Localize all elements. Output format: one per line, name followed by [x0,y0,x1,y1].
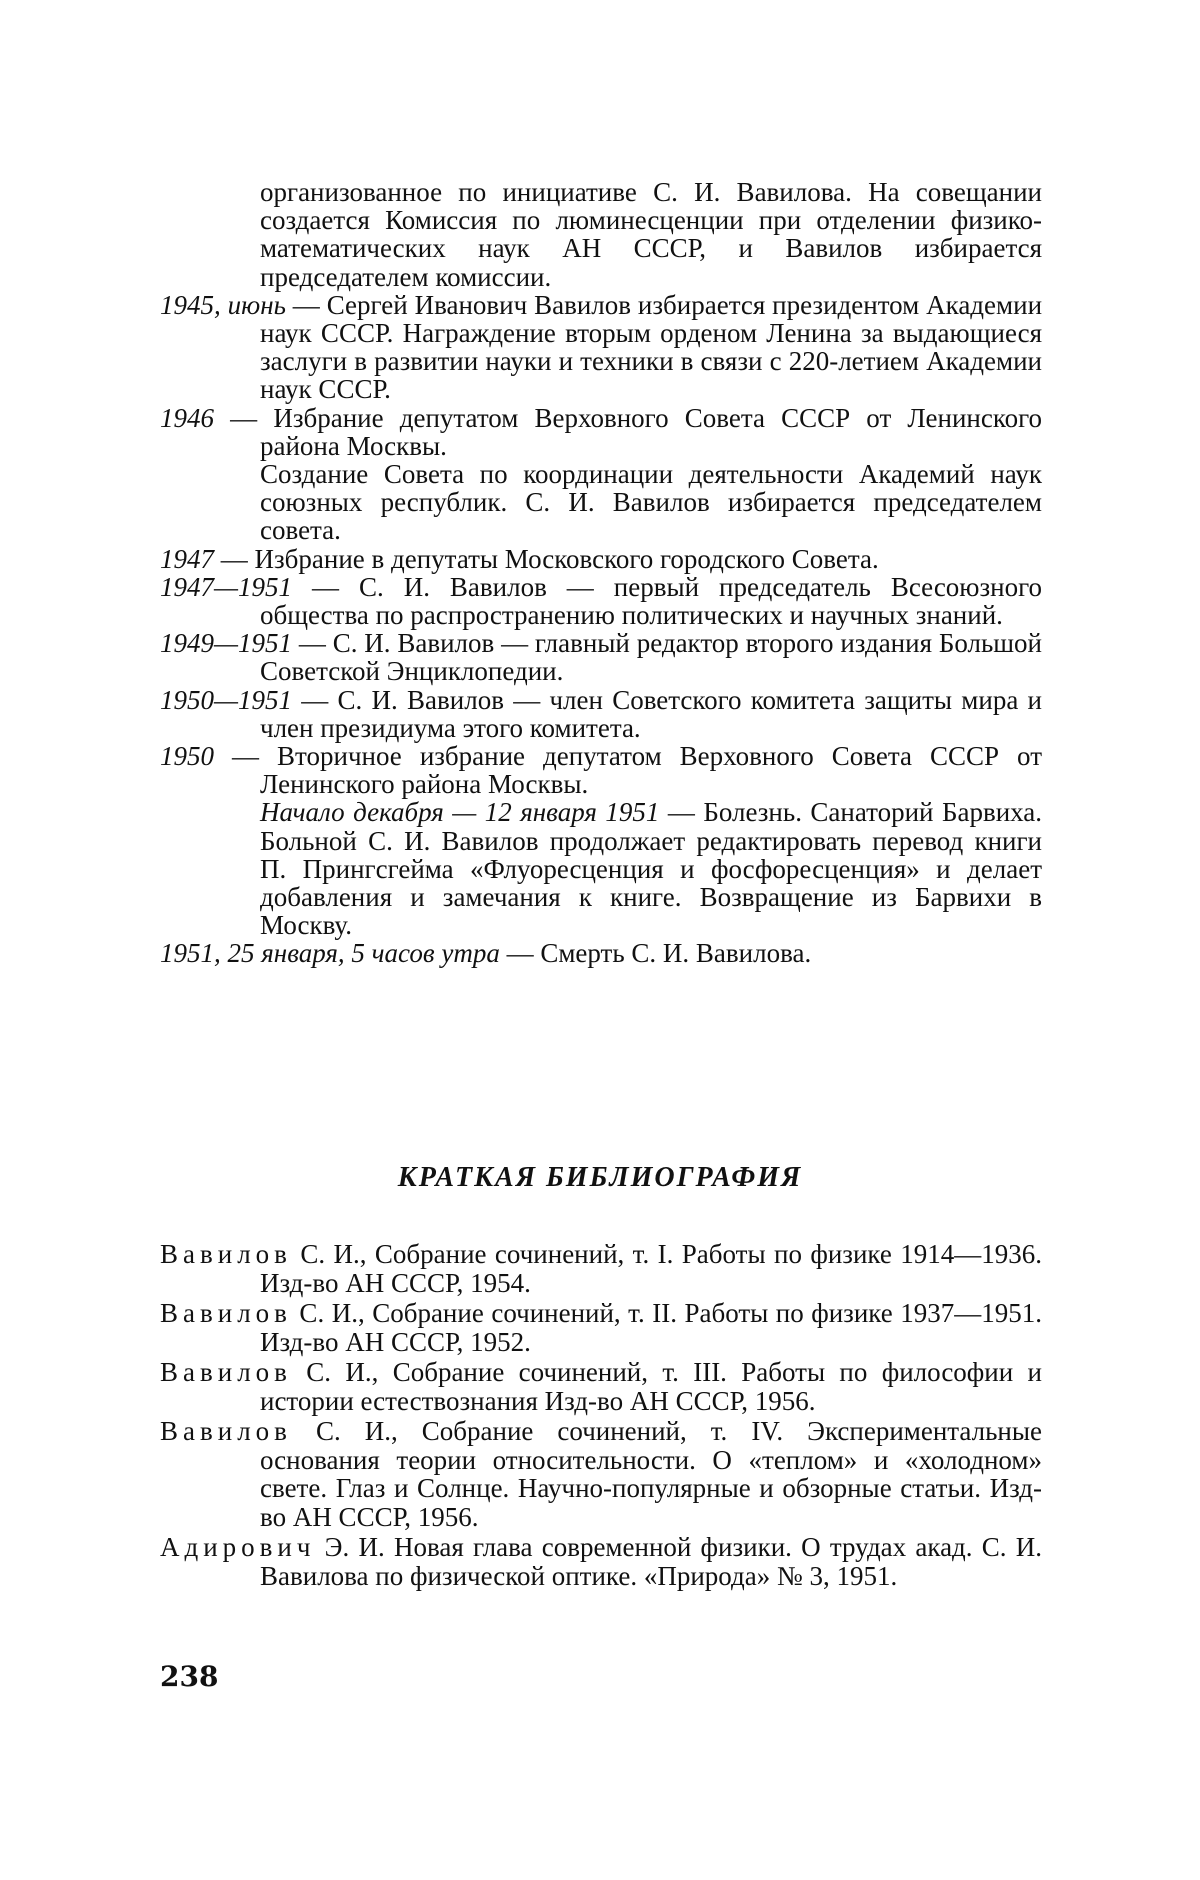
entry-date: 1950 [160,741,214,772]
entry-text: С. И. Вавилов — главный редактор второго издания Большой Советской Энциклопедии. [260,628,1043,687]
entry-separator: — [292,628,333,659]
chronology-entry [160,291,1042,404]
bibliography-text: С. И., Собрание сочинений, т. IV. Экспериментальные основания теории относительности. О «теплом» и «холодном» свете. Глаз и Солнце. Научно-популярные и обзорные статьи. Изд-во АН СССР, 1956. [260,1416,1042,1532]
entry-separator: — [292,571,359,602]
entry-separator: — [214,741,278,772]
chronology [160,178,1042,968]
chronology-entry [160,404,1042,460]
chronology-entry [160,742,1042,798]
bibliography-text: С. И., Собрание сочинений, т. III. Работы по философии и истории естествознания Изд-во АН СССР, 1956. [260,1357,1042,1416]
entry-date: 1947—1951 [160,571,293,602]
bibliography-item [160,1240,1042,1297]
entry-separator: — [499,938,541,969]
entry-text: Избрание в депутаты Московского городского Совета. [254,543,879,574]
bibliography-item [160,1358,1042,1415]
bibliography-text: С. И., Собрание сочинений, т. I. Работы по физике 1914—1936. Изд-во АН СССР, 1954. [260,1239,1042,1298]
bibliography-text: Э. И. Новая глава современной физики. О трудах акад. С. И. Вавилова по физической оптике. «Природа» № 3, 1951. [260,1532,1042,1591]
bibliography-item [160,1299,1042,1356]
entry-separator: — [659,797,704,828]
bibliography-heading: КРАТКАЯ БИБЛИОГРАФИЯ [397,1162,803,1193]
page-number: 238 [160,1660,219,1693]
bibliography-author: Адирович [160,1532,316,1562]
chronology-paragraph: Создание Совета по координации деятельности Академий наук союзных республик. С. И. Вавилов избирается председателем совета. [260,459,1042,546]
bibliography-item [160,1533,1042,1590]
entry-text: Избрание депутатом Верховного Совета СССР от Ленинского района Москвы. [260,402,1042,461]
entry-date: 1950—1951 [160,684,293,715]
entry-separator: — [292,684,338,715]
bibliography-author: Вавилов [160,1357,292,1387]
entry-text: Вторичное избрание депутатом Верховного Совета СССР от Ленинского района Москвы. [260,741,1042,800]
entry-separator: — [214,543,255,574]
entry-text: Смерть С. И. Вавилова. [540,938,812,969]
bibliography-author: Вавилов [160,1298,292,1328]
entry-date: 1945, июнь [160,289,286,320]
entry-date: Начало декабря — 12 января 1951 [260,797,660,828]
entry-date: 1949—1951 [160,628,293,659]
chronology-entry [160,545,1042,573]
bibliography-text: С. И., Собрание сочинений, т. II. Работы по физике 1937—1951. Изд-во АН СССР, 1952. [260,1298,1042,1357]
entry-date: 1946 [160,402,214,433]
entry-date: 1951, 25 января, 5 часов утра [160,938,500,969]
bibliography-list [160,1240,1042,1592]
entry-separator: — [214,402,274,433]
bibliography-author: Вавилов [160,1416,292,1446]
entry-date: 1947 [160,543,214,574]
entry-separator: — [285,289,327,320]
chronology-entry [160,629,1042,685]
chronology-entry [160,686,1042,742]
chronology-entry [160,573,1042,629]
chronology-continuation: организованное по инициативе С. И. Вавилова. На совещании создается Комиссия по люминесценции при отделении физико-математических наук АН СССР, и Вавилов избирается председателем комиссии. [260,177,1042,292]
entry-text: Сергей Иванович Вавилов избирается президентом Академии наук СССР. Награждение вторым орденом Ленина за выдающиеся заслуги в развитии науки и техники в связи с 220-летием Академии наук СССР. [260,289,1043,405]
entry-text: С. И. Вавилов — первый председатель Всесоюзного общества по распространению политических и научных знаний. [260,571,1042,631]
entry-text: Болезнь. Санаторий Барвиха. Больной С. И. Вавилов продолжает редактировать перевод книги П. Прингсгейма «Флуоресценция и фосфоресценция» и делает добавления и замечания к книге. Возвращение из Барвихи в Москву. [260,797,1043,941]
entry-text: С. И. Вавилов — член Советского комитета защиты мира и член президиума этого комитета. [260,684,1043,743]
bibliography-item [160,1417,1042,1531]
chronology-paragraph [160,798,1042,939]
chronology-entry [160,939,1042,967]
bibliography-author: Вавилов [160,1239,292,1269]
